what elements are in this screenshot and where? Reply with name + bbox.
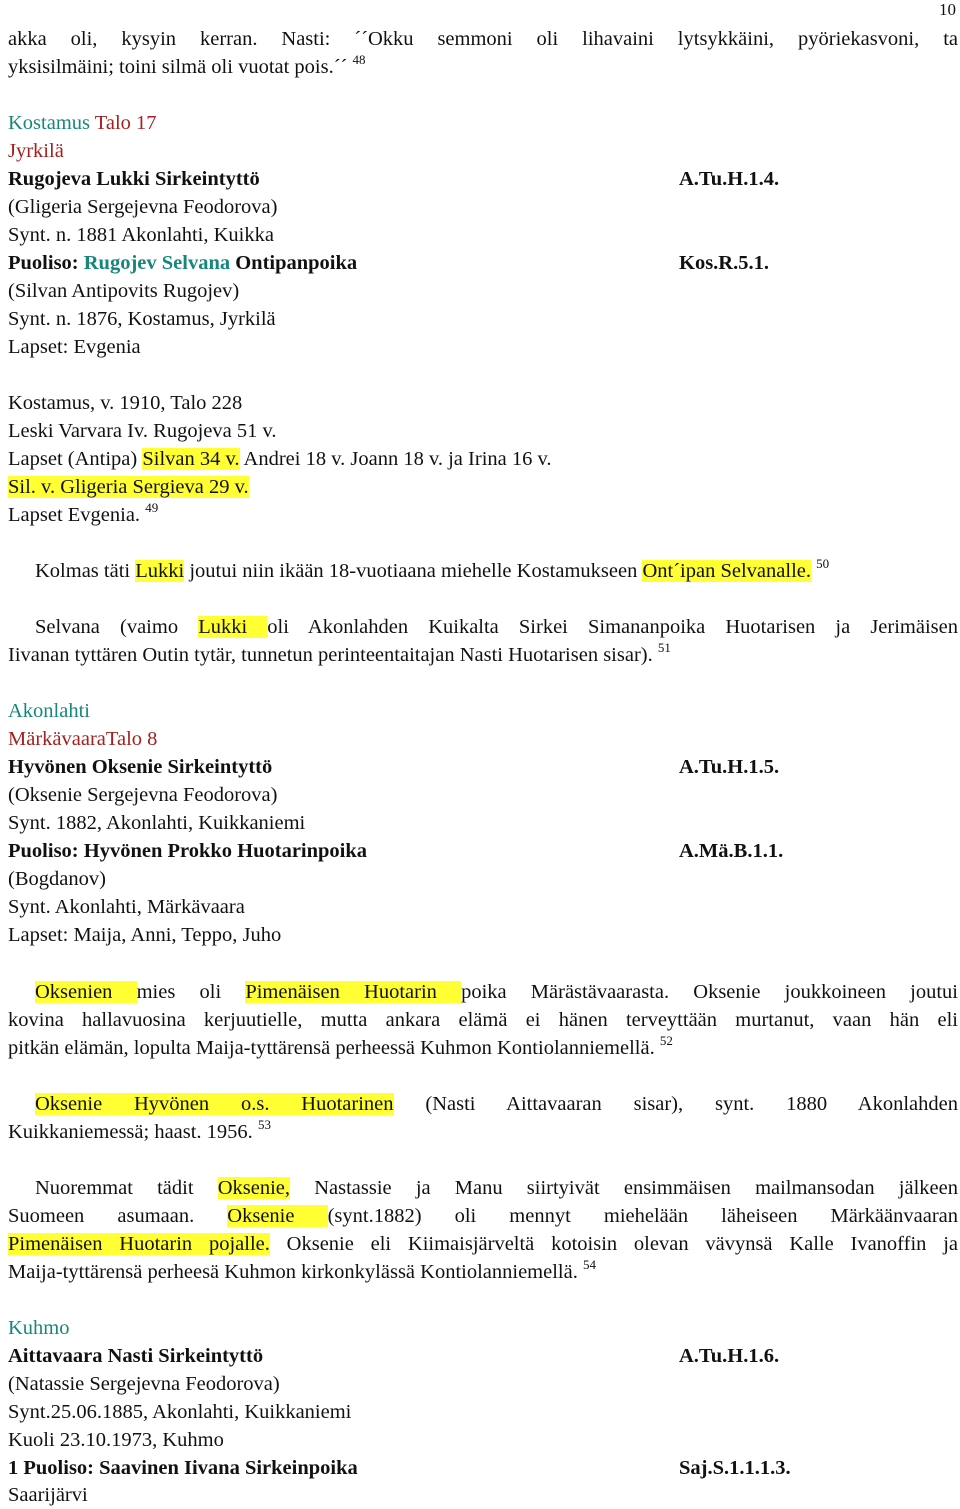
footnote-ref: 52 [659, 1033, 673, 1048]
quote-text: yksisilmäini; toini silmä oli vuotat pois.´´ [8, 56, 348, 78]
para-oksenie-line2 [8, 1117, 271, 1145]
para-nuoremmat-line3 [8, 1233, 958, 1257]
highlight: Oksenien [35, 981, 137, 1003]
entry3-person-code: A.Tu.H.1.6. [679, 1345, 780, 1367]
footnote-ref: 50 [816, 556, 830, 571]
spouse-name: Rugojev Selvana [83, 252, 231, 274]
spouse-label: Puoliso: [8, 252, 84, 274]
para-text: Nastassie ja Manu siirtyivät ensimmäisen mailmansodan jälkeen [290, 1177, 958, 1199]
para-oksenien-line1 [8, 981, 958, 1005]
para-text: (synt.1882) oli mennyt miehelään läheiseen Märkäänvaaran [327, 1205, 958, 1227]
para-text: Oksenie eli Kiimaisjärveltä kotoisin olevan vävynsä Kalle Ivanoffin ja [269, 1233, 958, 1255]
entry1-village: Jyrkilä [8, 140, 64, 162]
para-text: Kuikkaniemessä; haast. 1956. [8, 1121, 253, 1143]
entry2-person-code: A.Tu.H.1.5. [679, 756, 780, 778]
para-oksenie-line1 [8, 1093, 958, 1117]
entry3-person-name: Aittavaara Nasti Sirkeintyttö [8, 1345, 264, 1367]
para-text: oli Akonlahden Kuikalta Sirkei Simananpoika Huotarisen ja Jerimäisen [267, 616, 958, 638]
top-paragraph-line2 [8, 52, 366, 80]
entry1-person-name: Rugojeva Lukki Sirkeintyttö [8, 168, 260, 190]
entry1-location [8, 112, 157, 136]
highlight: Lukki [135, 560, 185, 582]
para-text: poika Märästävaarasta. Oksenie joukkoineen joutui [461, 981, 958, 1003]
page-number: 10 [939, 0, 956, 19]
para-text: Kolmas täti [35, 560, 136, 582]
para-text: Iivanan tyttären Outin tytär, tunnetun perinteentaitajan Nasti Huotarisen sisar). [8, 644, 653, 666]
footnote-ref: 54 [582, 1257, 596, 1272]
census-text: Andrei 18 v. Joann 18 v. ja Irina 16 v. [239, 448, 552, 470]
entry3-place: Kuhmo [8, 1317, 70, 1339]
para-nuoremmat-line1 [8, 1177, 958, 1201]
para-text: Selvana (vaimo [35, 616, 199, 638]
para-text: joutui niin ikään 18-vuotiaana miehelle Kostamukseen [184, 560, 643, 582]
entry3-spouse-place: Saarijärvi [8, 1484, 88, 1506]
para-selvana-line2 [8, 640, 671, 668]
footnote-ref: 48 [352, 52, 366, 67]
entry1-spouse-birth: Synt. n. 1876, Kostamus, Jyrkilä [8, 308, 276, 330]
para-text: (Nasti Aittavaaran sisar), synt. 1880 Akonlahden [393, 1093, 958, 1115]
para-selvana-line1 [8, 616, 958, 640]
entry2-spouse-code: A.Mä.B.1.1. [679, 840, 784, 862]
highlight: Silvan 34 v. [142, 448, 240, 470]
entry1-children: Lapset: Evgenia [8, 336, 141, 358]
entry1-alt-name: (Gligeria Sergejevna Feodorova) [8, 196, 278, 218]
census-line3 [8, 448, 552, 472]
highlight: Pimenäisen Huotarin pojalle. [8, 1233, 270, 1255]
highlight: Pimenäisen Huotarin [245, 981, 462, 1003]
entry3-spouse-code: Saj.S.1.1.1.3. [679, 1457, 791, 1479]
entry2-house: MärkävaaraTalo 8 [8, 728, 158, 750]
census-line2: Leski Varvara Iv. Rugojeva 51 v. [8, 420, 277, 442]
entry1-spouse-alt: (Silvan Antipovits Rugojev) [8, 280, 240, 302]
entry2-spouse-alt: (Bogdanov) [8, 868, 106, 890]
census-line5 [8, 500, 159, 528]
para-oksenien-line2: kovina hallavuosina kerjuutielle, mutta ankara elämä ei hänen terveyttään murtanut, vaan hän eli [8, 1009, 958, 1031]
entry2-person-name: Hyvönen Oksenie Sirkeintyttö [8, 756, 273, 778]
para-nuoremmat-line4 [8, 1257, 596, 1285]
entry2-spouse-birth: Synt. Akonlahti, Märkävaara [8, 896, 245, 918]
para-text: pitkän elämän, lopulta Maija-tyttärensä perheessä Kuhmon Kontiolanniemellä. [8, 1037, 655, 1059]
census-line4 [8, 476, 249, 500]
entry2-alt-name: (Oksenie Sergejevna Feodorova) [8, 784, 278, 806]
highlight: Lukki [198, 616, 268, 638]
footnote-ref: 51 [657, 640, 671, 655]
place-name: Kostamus [8, 112, 90, 134]
entry2-spouse: Puoliso: Hyvönen Prokko Huotarinpoika [8, 840, 368, 862]
entry2-children: Lapset: Maija, Anni, Teppo, Juho [8, 924, 282, 946]
para-text: Suomeen asumaan. [8, 1205, 228, 1227]
entry1-birth: Synt. n. 1881 Akonlahti, Kuikka [8, 224, 274, 246]
census-line1: Kostamus, v. 1910, Talo 228 [8, 392, 243, 414]
entry2-place: Akonlahti [8, 700, 90, 722]
para-nuoremmat-line2 [8, 1205, 958, 1229]
para-text: mies oli [136, 981, 246, 1003]
entry3-spouse: 1 Puoliso: Saavinen Iivana Sirkeinpoika [8, 1457, 358, 1479]
footnote-ref: 49 [145, 500, 159, 515]
para-text: Nuoremmat tädit [35, 1177, 218, 1199]
entry2-birth: Synt. 1882, Akonlahti, Kuikkaniemi [8, 812, 306, 834]
entry1-person-code: A.Tu.H.1.4. [679, 168, 780, 190]
highlight: Oksenie [227, 1205, 328, 1227]
footnote-ref: 53 [257, 1117, 271, 1132]
entry1-spouse-code: Kos.R.5.1. [679, 252, 769, 274]
census-text: Lapset Evgenia. [8, 504, 141, 526]
census-text: Lapset (Antipa) [8, 448, 143, 470]
entry3-birth: Synt.25.06.1885, Akonlahti, Kuikkaniemi [8, 1401, 352, 1423]
highlight: Oksenie Hyvönen o.s. Huotarinen [35, 1093, 394, 1115]
highlight: Oksenie, [217, 1177, 291, 1199]
house-number: Talo 17 [94, 112, 157, 134]
entry1-spouse [8, 252, 357, 276]
para-kolmas [35, 556, 830, 584]
entry3-alt-name: (Natassie Sergejevna Feodorova) [8, 1373, 280, 1395]
para-oksenien-line3 [8, 1033, 673, 1061]
highlight: Sil. v. Gligeria Sergieva 29 v. [8, 476, 249, 498]
entry3-death: Kuoli 23.10.1973, Kuhmo [8, 1429, 224, 1451]
para-text: Maija-tyttärensä perheesä Kuhmon kirkonkylässä Kontiolanniemellä. [8, 1261, 578, 1283]
top-paragraph-line1: akka oli, kysyin kerran. Nasti: ´´Okku semmoni oli lihavaini lytsykkäini, pyöriekasvoni, ta [8, 28, 958, 50]
highlight: Ont´ipan Selvanalle. [642, 560, 811, 582]
spouse-patronym: Ontipanpoika [230, 252, 358, 274]
